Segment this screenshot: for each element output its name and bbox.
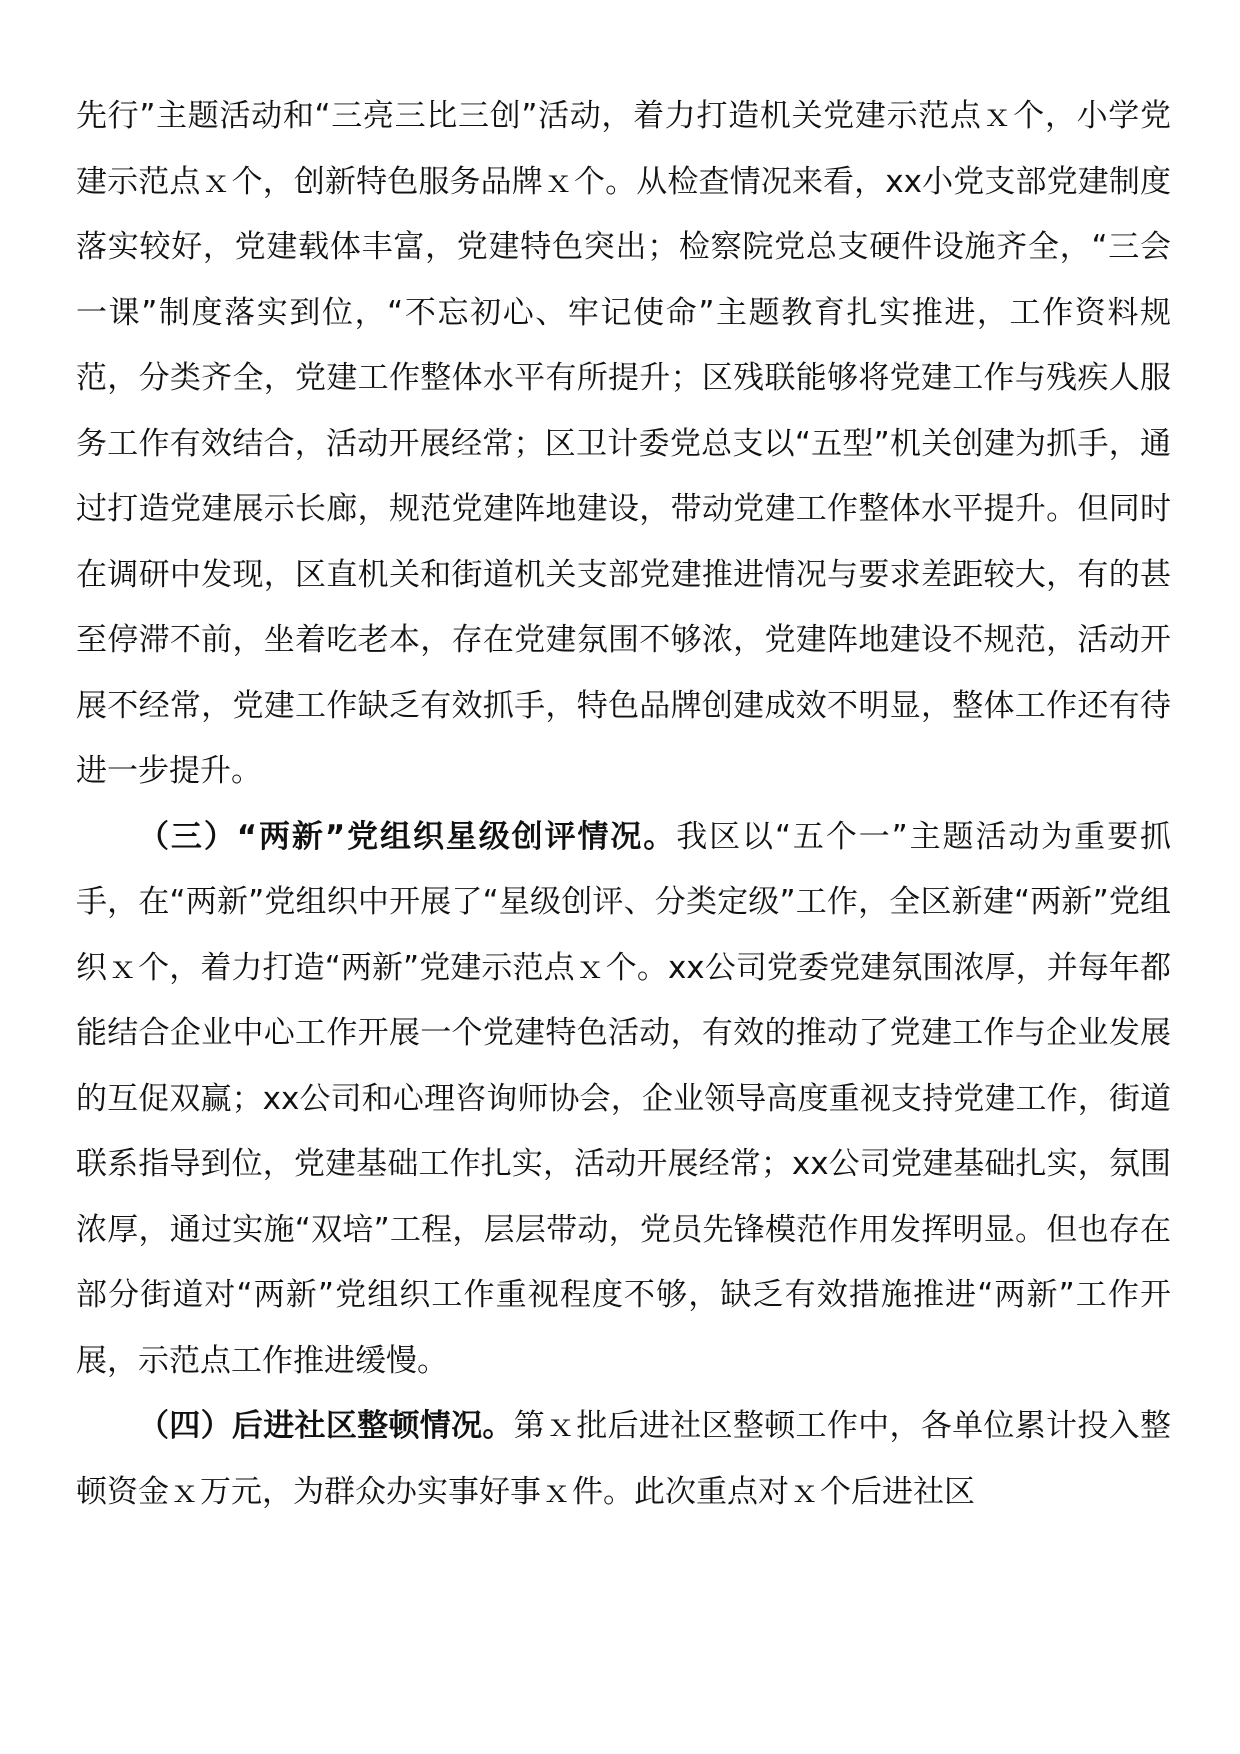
document-body [76,84,1171,1525]
section-heading-four: （四）后进社区整顿情况。 [138,1408,514,1444]
paragraph-text: 我区以“五个一”主题活动为重要抓手，在“两新”党组织中开展了“星级创评、分类定级”工作，全区新建“两新”党组织ｘ个，着力打造“两新”党建示范点ｘ个。xx公司党委党建氛围浓厚，并每年都能结合企业中心工作开展一个党建特色活动，有效的推动了党建工作与企业发展的互促双赢；xx公司和心理咨询师协会，企业领导高度重视支持党建工作，街道联系指导到位，党建基础工作扎实，活动开展经常；xx公司党建基础扎实，氛围浓厚，通过实施“双培”工程，层层带动，党员先锋模范作用发挥明显。但也存在部分街道对“两新”党组织工作重视程度不够，缺乏有效措施推进“两新”工作开展，示范点工作推进缓慢。 [76,818,1172,1379]
paragraph-continuation [76,84,1171,805]
paragraph-text: 先行”主题活动和“三亮三比三创”活动，着力打造机关党建示范点ｘ个，小学党建示范点ｘ个，创新特色服务品牌ｘ个。从检查情况来看，xx小党支部党建制度落实较好，党建载体丰富，党建特色突出；检察院党总支硬件设施齐全，“三会一课”制度落实到位，“不忘初心、牢记使命”主题教育扎实推进，工作资料规范，分类齐全，党建工作整体水平有所提升；区残联能够将党建工作与残疾人服务工作有效结合，活动开展经常；区卫计委党总支以“五型”机关创建为抓手，通过打造党建展示长廊，规范党建阵地建设，带动党建工作整体水平提升。但同时在调研中发现，区直机关和街道机关支部党建推进情况与要求差距较大，有的甚至停滞不前，坐着吃老本，存在党建氛围不够浓，党建阵地建设不规范，活动开展不经常，党建工作缺乏有效抓手，特色品牌创建成效不明显，整体工作还有待进一步提升。 [76,98,1171,789]
paragraph-two-new-orgs [76,805,1171,1395]
paragraph-text: 第ｘ批后进社区整顿工作中，各单位累计投入整顿资金ｘ万元，为群众办实事好事ｘ件。此次重点对ｘ个后进社区 [76,1408,1171,1510]
paragraph-backward-communities [76,1394,1171,1525]
section-heading-three: （三）“两新”党组织星级创评情况。 [138,818,677,855]
